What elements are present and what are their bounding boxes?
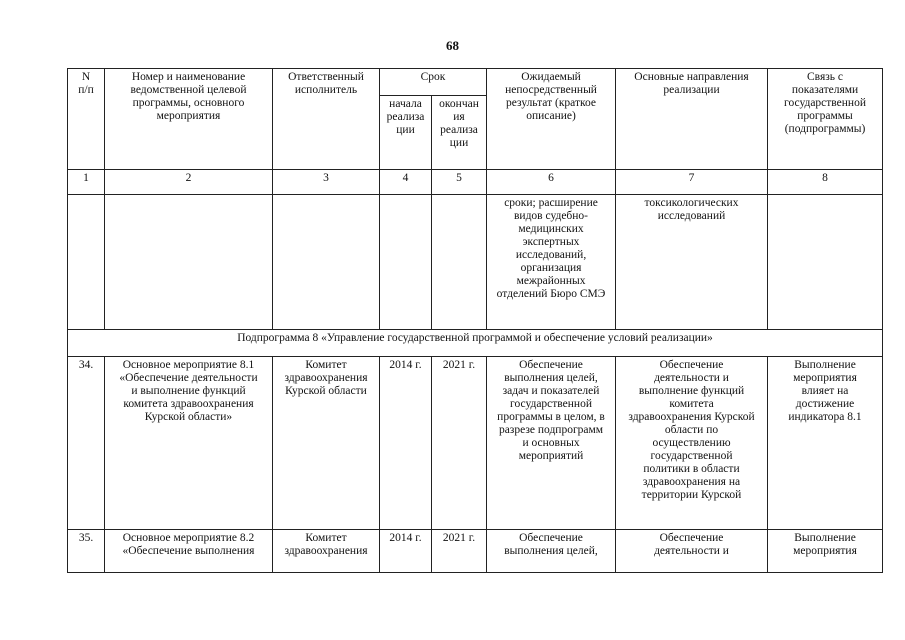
cell-text-line: видов судебно-	[514, 210, 589, 222]
row-directions	[616, 357, 768, 530]
cell-text-line: описание)	[526, 110, 576, 122]
cell-text-line: исследований,	[515, 249, 587, 261]
cell-text-line: Выполнение	[794, 359, 856, 371]
cell-text-line: токсикологических	[644, 197, 739, 209]
header-col-3	[273, 69, 380, 170]
cell-text-line: межрайонных	[516, 275, 586, 287]
cell-text-line: влияет на	[801, 385, 849, 397]
cell-text-line: осуществлению	[652, 437, 731, 449]
continuation-row	[68, 195, 883, 330]
column-number: 3	[273, 170, 380, 195]
cell-text-line: реализации	[663, 84, 720, 96]
row-end: 2021 г.	[432, 357, 487, 530]
cell-text-line: показателями	[791, 84, 859, 96]
cell-text-line: Основные направления	[634, 71, 749, 83]
cell-text-line: ции	[449, 137, 469, 150]
continuation-directions	[616, 195, 768, 330]
cell-text-line: деятельности и	[654, 545, 729, 557]
cell-text-line: Основное мероприятие 8.2	[122, 532, 255, 544]
cell-text-line: медицинских	[518, 223, 584, 235]
cell-text-line: исследований	[657, 210, 726, 222]
cell-text-line: Выполнение	[794, 532, 856, 544]
cell-text-line: результат (краткое	[506, 97, 596, 109]
cell-text-line: программы	[797, 110, 853, 122]
row-number: 34.	[68, 357, 105, 530]
column-number: 1	[68, 170, 105, 195]
cell-text-line: здравоохранения	[284, 372, 368, 384]
cell-text-line: программы в целом, в	[497, 411, 605, 423]
row-start: 2014 г.	[380, 530, 432, 573]
section-row	[68, 330, 883, 357]
cell-text-line: государственной	[650, 450, 733, 462]
cell-text-line: «Обеспечение деятельности	[119, 372, 258, 384]
header-col-8	[768, 69, 883, 170]
cell-text-line: достижение	[795, 398, 855, 410]
cell-text-line: комитета	[669, 398, 714, 410]
cell-text-line: реализа	[440, 124, 478, 137]
page-number: 68	[446, 38, 459, 53]
header-col-6	[487, 69, 616, 170]
cell-text-line: мероприятия	[793, 372, 857, 384]
cell-text-line: деятельности и	[654, 372, 729, 384]
table-row	[68, 357, 883, 530]
cell-text-line: Курской области	[285, 385, 367, 397]
row-link	[768, 530, 883, 573]
cell-text-line: окончан	[439, 98, 479, 111]
column-number: 2	[105, 170, 273, 195]
cell-text-line: ия	[453, 111, 465, 124]
cell-text-line: Ожидаемый	[521, 71, 581, 83]
continuation-result	[487, 195, 616, 330]
cell-text-line: выполнения целей,	[504, 545, 598, 557]
cell-text-line: начала	[389, 98, 422, 111]
header-srok: Срок	[380, 69, 487, 96]
cell-text-line: мероприятия	[156, 110, 221, 122]
cell-text-line: и выполнение функций	[131, 385, 246, 397]
program-table	[67, 68, 883, 573]
row-name	[105, 357, 273, 530]
cell-text-line: Номер и наименование	[131, 71, 246, 83]
header-row	[68, 69, 883, 96]
row-link	[768, 357, 883, 530]
cell-text-line: индикатора 8.1	[788, 411, 862, 423]
table-row	[68, 530, 883, 573]
header-col-4	[380, 96, 432, 170]
cell-text-line: задач и показателей	[502, 385, 600, 397]
row-name	[105, 530, 273, 573]
cell-text-line: непосредственный	[505, 84, 597, 96]
cell-text-line: Комитет	[305, 532, 347, 544]
cell-text-line: сроки; расширение	[504, 197, 598, 209]
cell-text-line: Ответственный	[288, 71, 364, 83]
cell-text-line: и основных	[522, 437, 580, 449]
row-executor	[273, 530, 380, 573]
cell-text-line: территории Курской	[641, 489, 742, 501]
header-col-2	[105, 69, 273, 170]
cell-text-line: (подпрограммы)	[784, 123, 866, 135]
cell-text-line: здравоохранения на	[642, 476, 741, 488]
cell-text-line: выполнение функций	[638, 385, 745, 397]
cell-text-line: политики в области	[643, 463, 740, 475]
row-executor	[273, 357, 380, 530]
cell-text-line: программы, основного	[132, 97, 245, 109]
cell-text-line: мероприятий	[518, 450, 584, 462]
row-end: 2021 г.	[432, 530, 487, 573]
cell-text-line: Курской области»	[144, 411, 233, 423]
cell-text-line: здравоохранения Курской	[628, 411, 755, 423]
cell-text-line: выполнения целей,	[504, 372, 598, 384]
column-number: 4	[380, 170, 432, 195]
column-number: 7	[616, 170, 768, 195]
cell-text-line: здравоохранения	[284, 545, 368, 557]
cell-text-line: комитета здравоохранения	[123, 398, 254, 410]
cell-text-line: исполнитель	[294, 84, 358, 96]
cell-text-line: Обеспечение	[659, 532, 724, 544]
row-start: 2014 г.	[380, 357, 432, 530]
row-result	[487, 530, 616, 573]
cell-text-line: реализа	[386, 111, 425, 124]
row-result	[487, 357, 616, 530]
cell-text-line: Обеспечение	[659, 359, 724, 371]
cell-text-line: области по	[664, 424, 719, 436]
cell-text-line: отделений Бюро СМЭ	[496, 288, 606, 300]
column-number-row	[68, 170, 883, 195]
cell-text-line: разрезе подпрограмм	[498, 424, 604, 436]
header-col-1	[68, 69, 105, 170]
column-number: 6	[487, 170, 616, 195]
cell-text-line: экспертных	[522, 236, 580, 248]
cell-text-line: мероприятия	[793, 545, 857, 557]
cell-text-line: Основное мероприятие 8.1	[122, 359, 255, 371]
row-number: 35.	[68, 530, 105, 573]
column-number: 5	[432, 170, 487, 195]
cell-text-line: Связь с	[807, 71, 844, 83]
cell-text-line: ции	[396, 124, 415, 137]
column-number: 8	[768, 170, 883, 195]
row-directions	[616, 530, 768, 573]
cell-text-line: Обеспечение	[519, 532, 583, 544]
cell-text-line: государственной	[784, 97, 866, 109]
cell-text-line: N	[81, 71, 91, 83]
header-col-7	[616, 69, 768, 170]
cell-text-line: п/п	[78, 84, 94, 96]
cell-text-line: Обеспечение	[519, 359, 583, 371]
cell-text-line: государственной	[510, 398, 592, 410]
section-title: Подпрограмма 8 «Управление государственной программой и обеспечение условий реализации»	[68, 330, 883, 357]
cell-text-line: Комитет	[305, 359, 347, 371]
cell-text-line: организация	[520, 262, 582, 274]
header-col-5	[432, 96, 487, 170]
cell-text-line: «Обеспечение выполнения	[122, 545, 255, 557]
cell-text-line: ведомственной целевой	[130, 84, 247, 96]
